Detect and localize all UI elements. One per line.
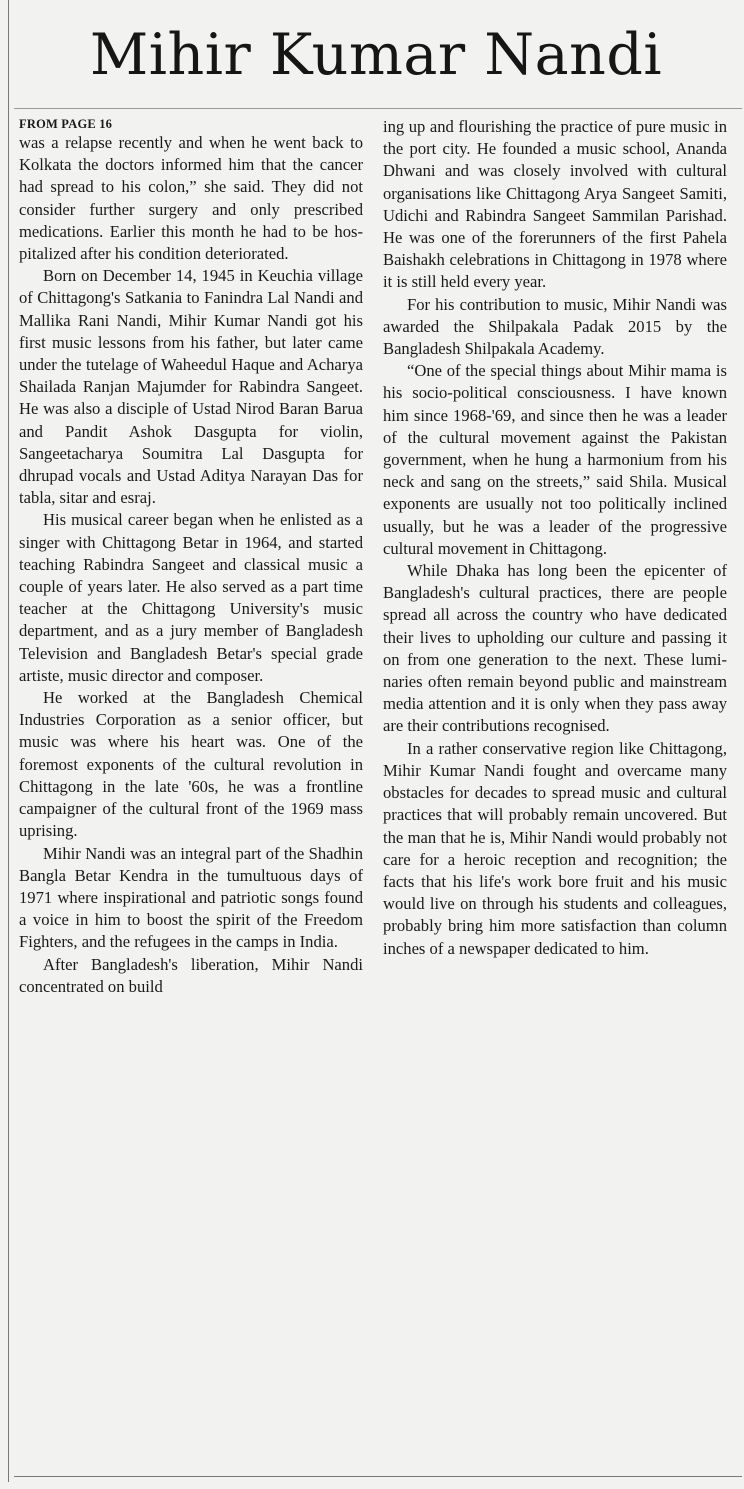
paragraph: Born on December 14, 1945 in Keuchia village of Chittagong's Satkania to Fanindra Lal Nandi and Mallika Rani Nandi, Mihir Kumar Nandi got his first music lessons from his father, but later came under the tutelage of Waheedul Haque and Acharya Shailada Ranjan Majumder for Rabindra Sangeet. He was also a disciple of Ustad Nirod Baran Barua and Pandit Ashok Dasgupta for violin, Sangeetacharya Soumitra Lal Dasgupta for dhrupad vocals and Ustad Aditya Narayan Das for tabla, sitar and esraj.	[19, 266, 363, 508]
paragraph: was a relapse recently and when he went back to Kolkata the doctors informed him that the cancer had spread to his colon,” she said. They did not consider further surgery and only prescribed medications. Earlier this month he had to be hospitalized after his condition deteriorated.	[19, 133, 363, 264]
headline-rule	[14, 108, 742, 109]
paragraph: Mihir Nandi was an integral part of the Shadhin Bangla Betar Kendra in the tumultuous days of 1971 where inspirational and patriotic songs found a voice in him to boost the spirit of the Freedom Fighters, and the refugees in the camps in India.	[19, 843, 363, 952]
paragraph: For his contribution to music, Mihir Nandi was awarded the Shilpakala Padak 2015 by the Bangladesh Shilpakala Academy.	[383, 294, 727, 359]
paragraph: He worked at the Bangladesh Chemical Industries Corporation as a senior officer, but music was where his heart was. One of the foremost exponents of the cultural revolution in Chittagong in the late '60s, he was a frontline campaigner of the cultural front of the 1969 mass uprising.	[19, 688, 363, 841]
page-left-rule	[8, 0, 9, 1482]
footer-rule	[14, 1476, 742, 1477]
paragraph: His musical career began when he enlisted as a singer with Chittagong Betar in 1964, and started teaching Rabindra Sangeet and classical music a couple of years later. He also served as a part time teacher at the Chittagong University's music department, and as a jury member of Bangladesh Television and Bangladesh Betar's special grade artiste, music director and composer.	[19, 510, 363, 685]
paragraph: In a rather conservative region like Chittagong, Mihir Kumar Nandi fought and overcame many obstacles for decades to spread music and cultural practices that will probably remain uncovered. But the man that he is, Mihir Nandi would probably not care for a heroic reception and recognition; the facts that his life's work bore fruit and his music would live on through his students and colleagues, probably bring him more satisfaction than column inches of a newspaper dedicated to him.	[383, 738, 727, 958]
paragraph: ing up and flourishing the practice of pure music in the port city. He founded a music school, Ananda Dhwani and was closely involved with cultural organisations like Chittagong Arya Sangeet Samiti, Udichi and Rabindra Sangeet Sammilan Parishad. He was one of the forerunners of the first Pahela Baishakh celebrations in Chittagong in 1978 where it is still held every year.	[383, 117, 727, 292]
kicker-from-page: FROM PAGE 16	[19, 117, 113, 131]
paragraph: After Bangladesh's liberation, Mihir Nandi concentrated on build	[19, 954, 363, 996]
article-column-right	[383, 116, 727, 960]
paragraph: While Dhaka has long been the epicenter of Bangladesh's cultural practices, there are people spread all across the country who have dedicated their lives to upholding our culture and passing it on from one generation to the next. These luminaries often remain beyond public and mainstream media attention and it is only when they pass away are their contributions recognised.	[383, 561, 727, 736]
article-column-left	[19, 116, 363, 998]
paragraph: “One of the special things about Mihir mama is his socio-political consciousness. I have known him since 1968-'69, and since then he was a leader of the cultural movement against the Pakistan government, when he hung a harmonium from his neck and sang on the streets,” said Shila. Musical exponents are usually not too politically inclined usually, but he was a leader of the progressive cultural movement in Chittagong.	[383, 361, 727, 558]
headline: Mihir Kumar Nandi	[89, 22, 663, 88]
